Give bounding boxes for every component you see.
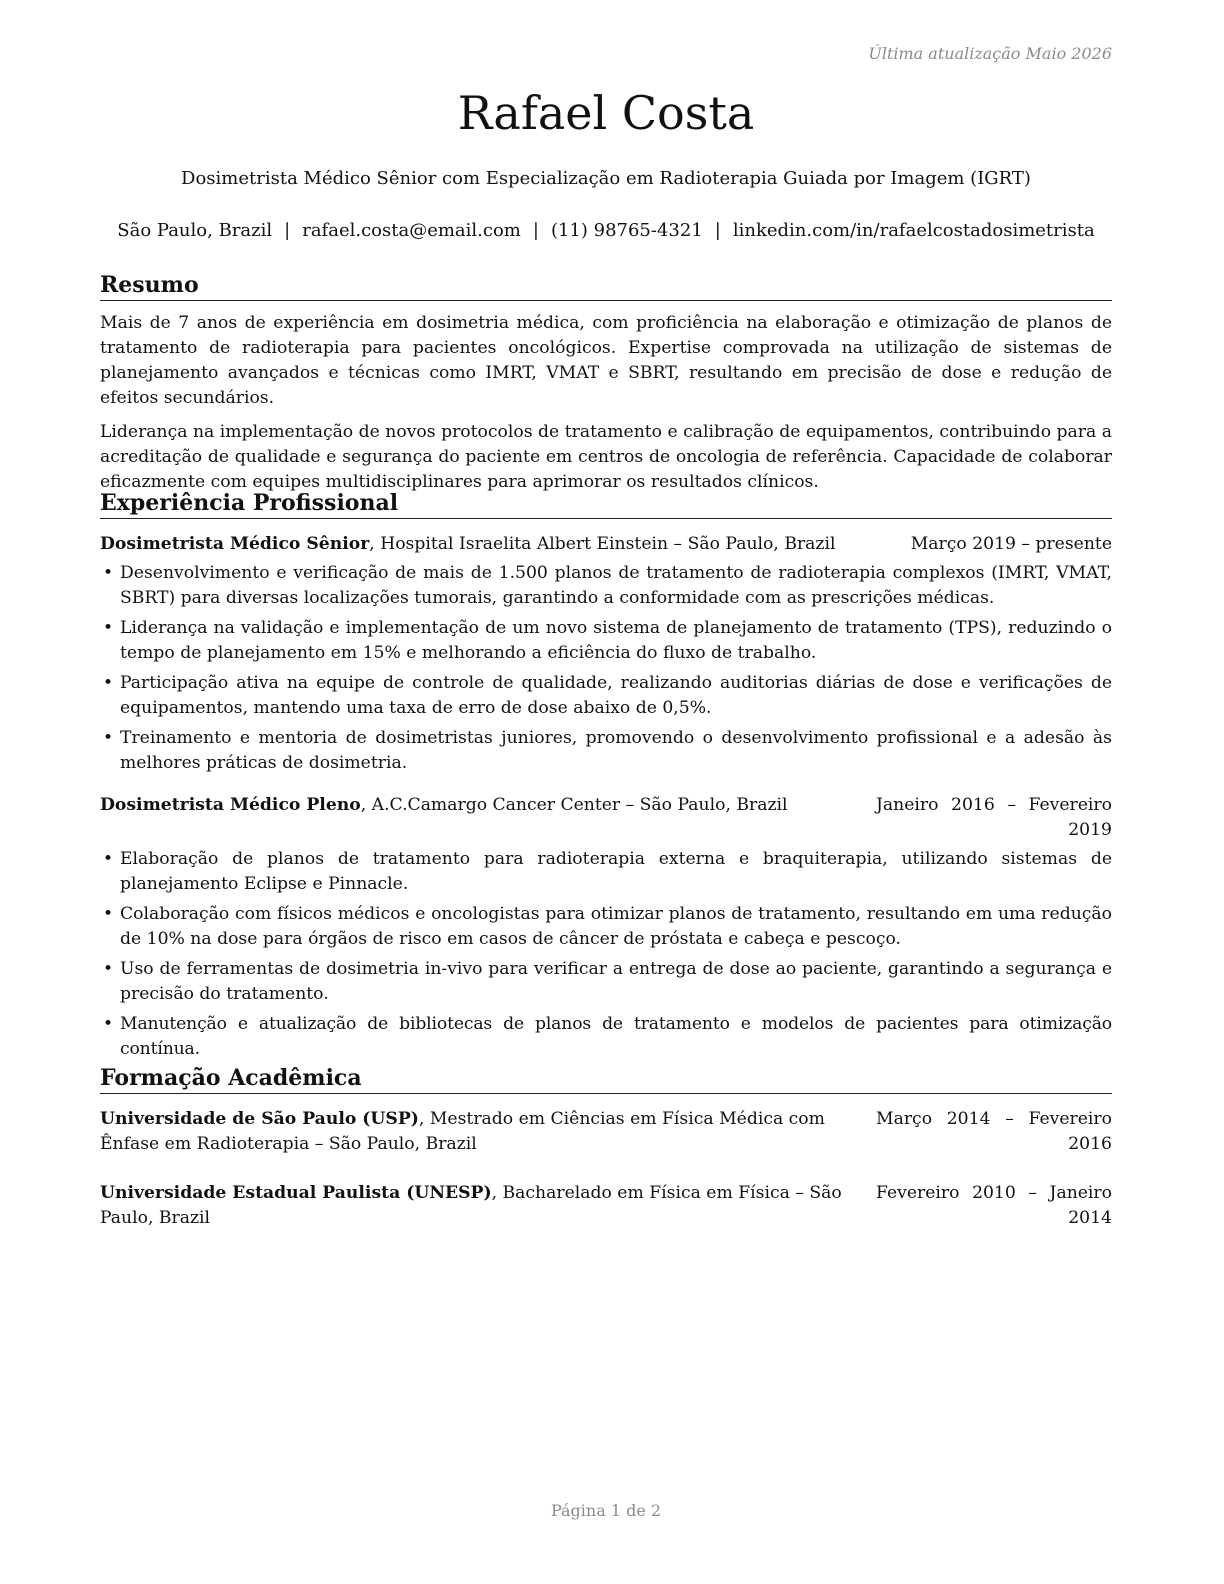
page-number: Página 1 de 2 — [550, 1501, 662, 1520]
education-detail: , Bacharelado em Física em Física – São Paulo, Brazil — [100, 1183, 842, 1228]
education-header — [100, 1107, 1112, 1157]
contact-linkedin[interactable]: linkedin.com/in/rafaelcostadosimetrista — [732, 220, 1095, 241]
job-dates-line1: Janeiro 2016 – Fevereiro — [876, 795, 1112, 815]
education-header — [100, 1181, 1112, 1231]
job-entry — [100, 532, 1112, 776]
job-header — [100, 793, 1112, 843]
contact-email[interactable]: rafael.costa@email.com — [302, 220, 521, 241]
education-dates-line1: Fevereiro 2010 – Janeiro — [876, 1183, 1112, 1203]
job-entry — [100, 793, 1112, 1062]
education-dates — [876, 1107, 1112, 1157]
candidate-headline: Dosimetrista Médico Sênior com Especialização em Radioterapia Guiada por Imagem (IGRT) — [181, 168, 1031, 189]
job-bullets — [100, 847, 1112, 1062]
list-item: • Elaboração de planos de tratamento para radioterapia externa e braquiterapia, utilizando sistemas de planejamento Eclipse e Pinnacle. — [100, 847, 1112, 897]
summary-paragraph: Liderança na implementação de novos protocolos de tratamento e calibração de equipamentos, contribuindo para a acreditação de qualidade e segurança do paciente em centros de oncologia de referência. Capacidade de colaborar eficazmente com equipes multidisciplinares para aprimorar os resultados clínicos. — [100, 422, 1112, 492]
contact-line — [100, 220, 1112, 241]
contact-separator: | — [714, 220, 721, 241]
list-item: • Manutenção e atualização de bibliotecas de planos de tratamento e modelos de pacientes para otimização contínua. — [100, 1012, 1112, 1062]
education-dates — [876, 1181, 1112, 1231]
job-role: Dosimetrista Médico Sênior — [100, 534, 370, 554]
section-title-summary: Resumo — [100, 272, 1112, 301]
education-entry — [100, 1107, 1112, 1157]
list-item: • Uso de ferramentas de dosimetria in-vivo para verificar a entrega de dose ao paciente, garantindo a segurança e precisão do tratamento. — [100, 957, 1112, 1007]
education-entry — [100, 1181, 1112, 1231]
list-item: • Colaboração com físicos médicos e oncologistas para otimizar planos de tratamento, resultando em uma redução de 10% na dose para órgãos de risco em casos de câncer de próstata e cabeça e pescoço. — [100, 902, 1112, 952]
job-dates: Março 2019 – presente — [910, 534, 1112, 554]
resume-page — [100, 0, 1112, 1584]
experience-section — [100, 490, 1112, 1067]
education-dates-line2: 2014 — [1068, 1208, 1112, 1228]
education-dates-line1: Março 2014 – Fevereiro — [876, 1109, 1112, 1129]
job-bullets — [100, 561, 1112, 776]
education-section — [100, 1065, 1112, 1231]
contact-separator: | — [532, 220, 539, 241]
education-school: Universidade Estadual Paulista (UNESP) — [100, 1183, 492, 1203]
summary-section — [100, 272, 1112, 495]
section-title-education: Formação Acadêmica — [100, 1065, 1112, 1094]
list-item: • Liderança na validação e implementação de um novo sistema de planejamento de tratamento (TPS), reduzindo o tempo de planejamento em 15% e melhorando a eficiência do fluxo de trabalho. — [100, 616, 1112, 666]
job-header — [100, 532, 1112, 557]
contact-phone[interactable]: (11) 98765-4321 — [550, 220, 703, 241]
list-item: • Treinamento e mentoria de dosimetristas juniores, promovendo o desenvolvimento profissional e a adesão às melhores práticas de dosimetria. — [100, 726, 1112, 776]
job-dates-line2: 2019 — [1068, 820, 1112, 840]
education-detail: , Mestrado em Ciências em Física Médica com Ênfase em Radioterapia – São Paulo, Brazil — [100, 1109, 825, 1154]
education-dates-line2: 2016 — [1068, 1134, 1112, 1154]
last-updated: Última atualização Maio 2026 — [868, 44, 1112, 63]
education-school: Universidade de São Paulo (USP) — [100, 1109, 419, 1129]
job-organization: , A.C.Camargo Cancer Center – São Paulo, Brazil — [360, 795, 788, 815]
list-item: • Desenvolvimento e verificação de mais de 1.500 planos de tratamento de radioterapia complexos (IMRT, VMAT, SBRT) para diversas localizações tumorais, garantindo a conformidade com as prescrições médicas. — [100, 561, 1112, 611]
candidate-name: Rafael Costa — [457, 86, 755, 140]
list-item: • Participação ativa na equipe de controle de qualidade, realizando auditorias diárias de dose e verificações de equipamentos, mantendo uma taxa de erro de dose abaixo de 0,5%. — [100, 671, 1112, 721]
contact-separator: | — [284, 220, 291, 241]
job-dates — [876, 793, 1112, 843]
contact-location: São Paulo, Brazil — [117, 220, 273, 241]
job-role: Dosimetrista Médico Pleno — [100, 795, 361, 815]
summary-paragraph: Mais de 7 anos de experiência em dosimetria médica, com proficiência na elaboração e otimização de planos de tratamento de radioterapia para pacientes oncológicos. Expertise comprovada na utilização de sistemas de planejamento avançados e técnicas como IMRT, VMAT e SBRT, resultando em precisão de dose e redução de efeitos secundários. — [100, 313, 1112, 408]
section-title-experience: Experiência Profissional — [100, 490, 1112, 519]
job-organization: , Hospital Israelita Albert Einstein – São Paulo, Brazil — [369, 534, 836, 554]
